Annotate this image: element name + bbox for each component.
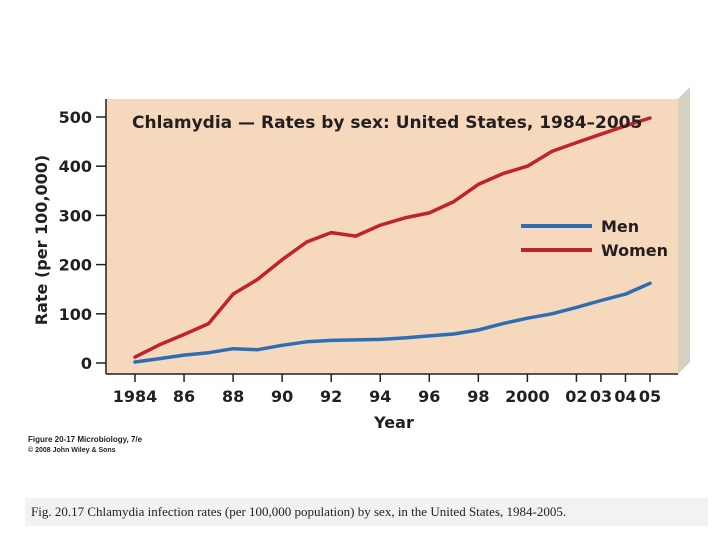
data-point-women-1990 bbox=[281, 258, 284, 261]
data-point-women-2001 bbox=[550, 150, 553, 153]
caption-bar bbox=[25, 498, 708, 526]
data-point-men-1988 bbox=[231, 347, 234, 350]
data-point-women-1999 bbox=[501, 172, 504, 175]
data-point-women-1996 bbox=[428, 211, 431, 214]
data-point-women-1998 bbox=[477, 183, 480, 186]
data-point-women-1988 bbox=[231, 293, 234, 296]
data-point-men-1998 bbox=[477, 328, 480, 331]
data-point-men-1997 bbox=[452, 332, 455, 335]
data-point-men-1987 bbox=[207, 351, 210, 354]
data-point-women-1986 bbox=[182, 333, 185, 336]
data-point-men-1985 bbox=[158, 357, 161, 360]
chart-title: Chlamydia — Rates by sex: United States, 1984–2005 bbox=[132, 113, 643, 133]
data-point-women-1989 bbox=[256, 278, 259, 281]
data-point-men-2003 bbox=[599, 299, 602, 302]
data-point-women-2002 bbox=[575, 141, 578, 144]
data-point-men-1993 bbox=[354, 338, 357, 341]
data-point-women-2000 bbox=[526, 165, 529, 168]
data-point-women-1995 bbox=[403, 216, 406, 219]
x-tick-label-2005: 05 bbox=[638, 387, 662, 406]
data-point-women-1992 bbox=[330, 231, 333, 234]
data-point-women-1985 bbox=[158, 343, 161, 346]
y-tick-label-400: 400 bbox=[58, 157, 92, 177]
x-tick-label-1992: 92 bbox=[320, 387, 343, 406]
data-point-women-1997 bbox=[452, 200, 455, 203]
x-tick-label-2004: 04 bbox=[614, 387, 637, 406]
y-axis-title: Rate (per 100,000) bbox=[32, 154, 51, 326]
figure-copyright: © 2008 John Wiley & Sons bbox=[28, 447, 116, 454]
x-tick-label-1998: 98 bbox=[467, 387, 490, 406]
data-point-men-1986 bbox=[182, 354, 185, 357]
y-tick-label-100: 100 bbox=[58, 304, 92, 324]
x-tick-label-1996: 96 bbox=[418, 387, 441, 406]
data-point-men-2002 bbox=[575, 306, 578, 309]
legend-label-men: Men bbox=[601, 217, 640, 236]
x-tick-label-1986: 86 bbox=[172, 387, 196, 406]
data-point-women-1991 bbox=[305, 240, 308, 243]
x-axis-title: Year bbox=[374, 413, 414, 432]
data-point-men-2001 bbox=[550, 312, 553, 315]
data-point-women-1984 bbox=[133, 355, 136, 358]
x-tick-label-2003: 03 bbox=[589, 387, 613, 406]
data-point-men-1992 bbox=[330, 339, 333, 342]
x-tick-label-1984: 1984 bbox=[112, 387, 158, 406]
figure-label: Figure 20-17 Microbiology, 7/e bbox=[28, 435, 143, 444]
data-point-men-1996 bbox=[428, 334, 431, 337]
data-point-women-1994 bbox=[379, 224, 382, 227]
data-point-men-1984 bbox=[133, 360, 136, 363]
x-tick-label-2000: 2000 bbox=[505, 387, 550, 406]
data-point-men-2000 bbox=[526, 317, 529, 320]
caption-text: Fig. 20.17 Chlamydia infection rates (per 100,000 population) by sex, in the United States, 1984-2005. bbox=[31, 504, 567, 519]
data-point-men-1999 bbox=[501, 322, 504, 325]
data-point-men-2004 bbox=[624, 293, 627, 296]
y-axis-ticks bbox=[59, 108, 106, 373]
x-tick-label-2002: 02 bbox=[565, 387, 588, 406]
data-point-men-1990 bbox=[281, 344, 284, 347]
data-point-women-1987 bbox=[207, 322, 210, 325]
y-tick-label-200: 200 bbox=[58, 255, 92, 275]
data-point-men-1989 bbox=[256, 348, 259, 351]
y-tick-label-0: 0 bbox=[80, 354, 92, 373]
legend-label-women: Women bbox=[601, 241, 668, 260]
data-point-men-1991 bbox=[305, 340, 308, 343]
x-axis-ticks bbox=[113, 374, 661, 406]
x-tick-label-1988: 88 bbox=[221, 387, 245, 406]
data-point-women-2003 bbox=[599, 133, 602, 136]
x-tick-label-1994: 94 bbox=[369, 387, 392, 406]
y-tick-label-500: 500 bbox=[58, 108, 92, 127]
data-point-men-1994 bbox=[379, 338, 382, 341]
data-point-men-2005 bbox=[648, 282, 651, 285]
data-point-women-1993 bbox=[354, 234, 357, 237]
data-point-women-2005 bbox=[648, 116, 651, 119]
x-tick-label-1990: 90 bbox=[271, 387, 294, 406]
y-tick-label-300: 300 bbox=[58, 206, 92, 226]
data-point-men-1995 bbox=[403, 336, 406, 339]
